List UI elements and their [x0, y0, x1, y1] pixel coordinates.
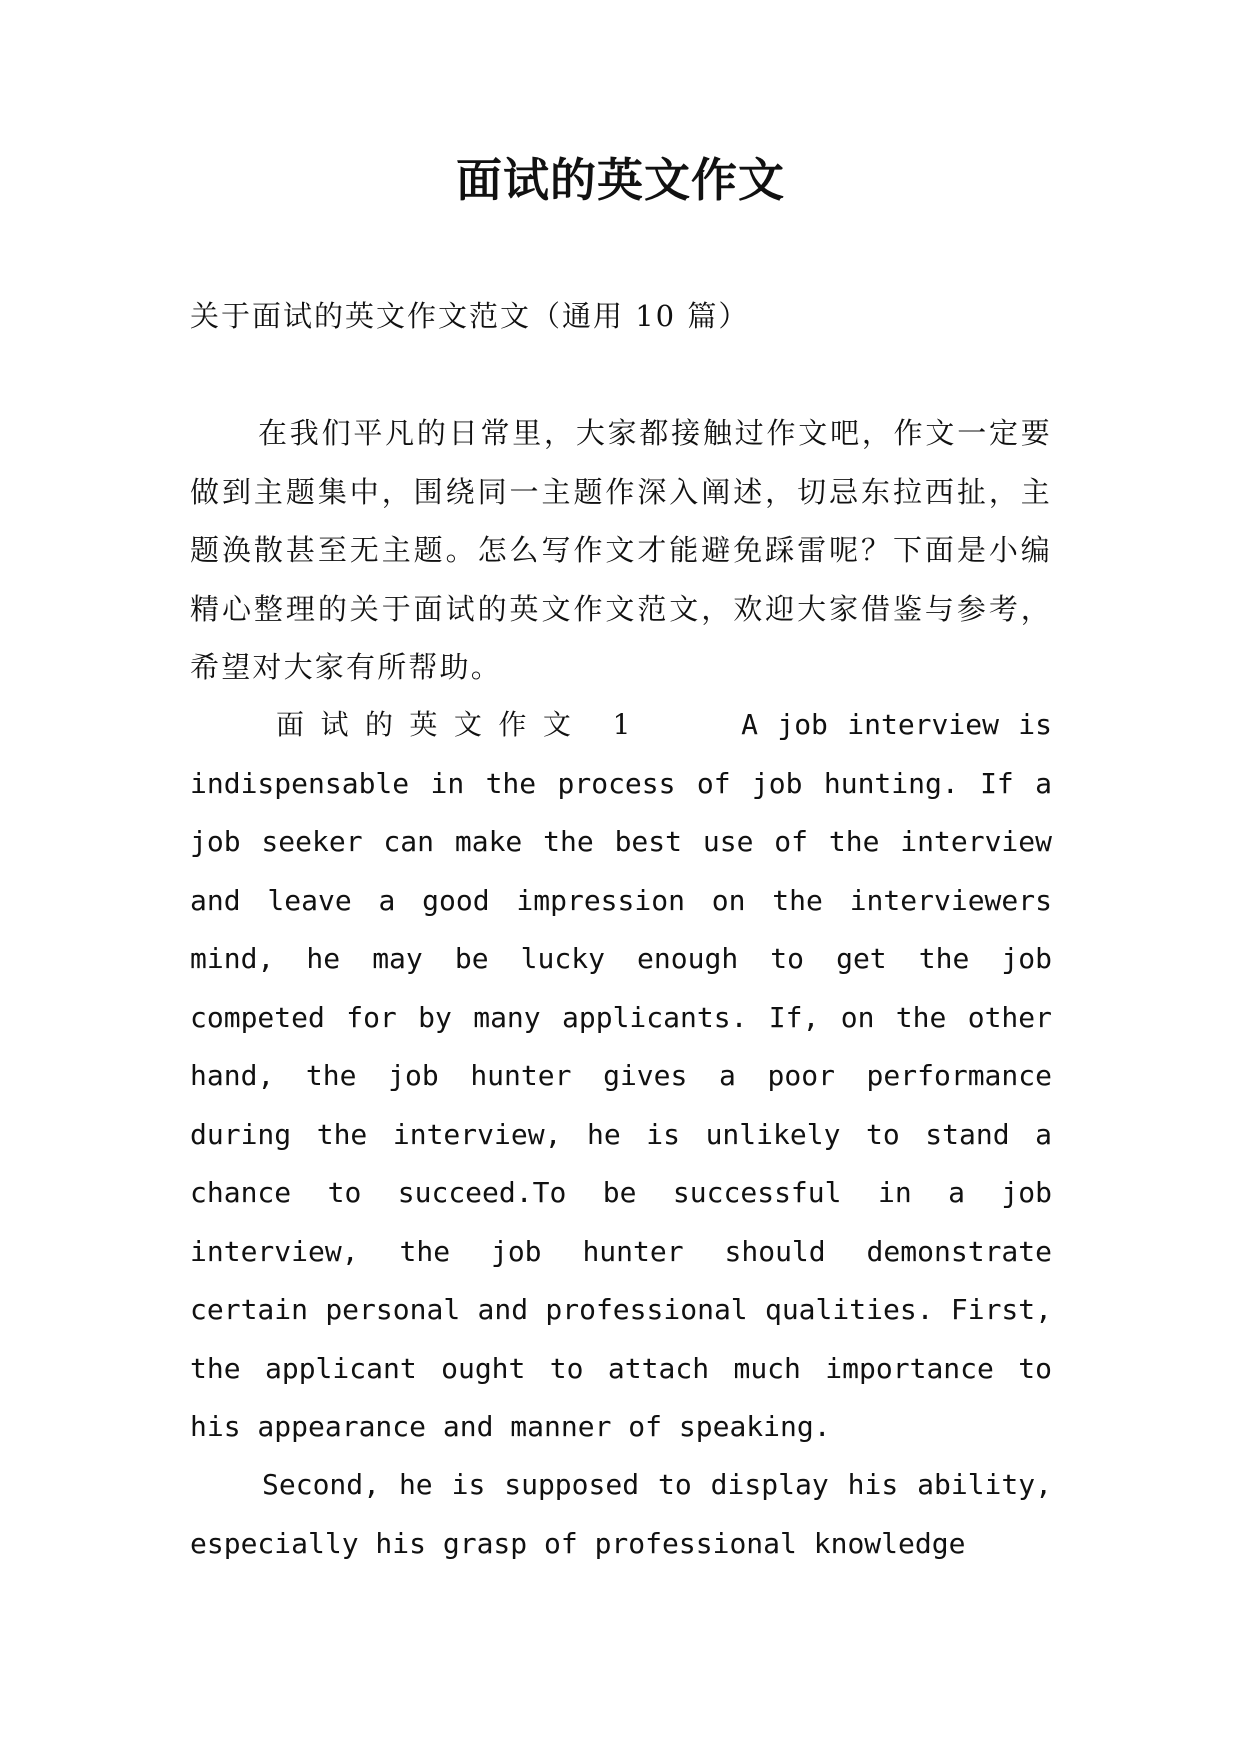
- essay-paragraph-2: Second, he is supposed to display his ability, especially his grasp of professional knowledge: [190, 1468, 1052, 1560]
- intro-paragraph: 在我们平凡的日常里，大家都接触过作文吧，作文一定要做到主题集中，围绕同一主题作深入阐述，切忌东拉西扯，主题涣散甚至无主题。怎么写作文才能避免踩雷呢？下面是小编精心整理的关于面试的英文作文范文，欢迎大家借鉴与参考，希望对大家有所帮助。: [190, 416, 1052, 684]
- essay-paragraph-1-text: A job interview is indispensable in the process of job hunting. If a job seeker can make the best use of the interview and leave a good impression on the interviewers mind, he may be lucky enough to get the job competed for by many applicants. If, on the other hand, the job hunter gives a poor performance during the interview, he is unlikely to stand a chance to succeed.To be successful in a job interview, the job hunter should demonstrate certain personal and professional qualities. First, the applicant ought to attach much importance to his appearance and manner of speaking.: [190, 708, 1053, 1443]
- document-subtitle: 关于面试的英文作文范文（通用 10 篇）: [190, 299, 750, 333]
- essay-heading: 面试的英文作文 1: [276, 708, 645, 741]
- essay-paragraph-1: [190, 696, 1052, 1457]
- document-title: 面试的英文作文: [456, 153, 785, 207]
